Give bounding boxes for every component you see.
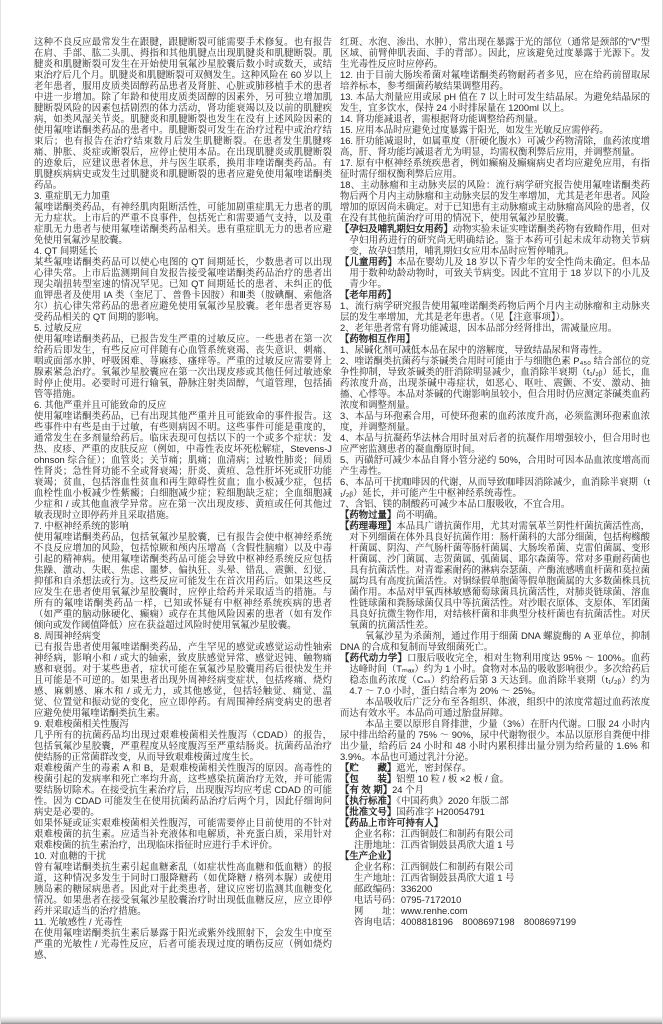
field-label: 【有 效 期】 xyxy=(340,784,393,795)
paragraph-text: 3. 重症肌无力加重 xyxy=(34,190,111,201)
paragraph-text: 氧氟沙星为杀菌剂，通过作用于细菌 DNA 螺旋酶的 A 亚单位，抑制 DNA 的合成和复制而导致细菌死亡。 xyxy=(340,630,650,652)
section-heading xyxy=(34,520,332,531)
paragraph xyxy=(340,355,650,410)
section-heading xyxy=(34,630,332,641)
paragraph xyxy=(34,256,332,322)
field-geriatric xyxy=(340,289,650,300)
paragraph xyxy=(340,300,650,322)
paragraph xyxy=(340,113,650,124)
scan-bottom-edge xyxy=(1,1016,662,1024)
paragraph xyxy=(340,454,650,476)
paragraph xyxy=(340,498,650,509)
company-name xyxy=(340,828,650,839)
paragraph-text: 使用氟喹诺酮类药品，已有出现其他严重并且可能致命的事件报告。这些事件中有些是由于过敏，有些则病因不明。这些事件可能是重度的，通常发生在多剂量给药后。临床表现可包括以下的一个或多个症状：发热、皮疹、严重的皮肤反应（例如，中毒性表皮坏死松解症，Stevens-Johnson 综合征）；血管炎；关节痛；肌痛；血清病；过敏性肺炎；间质性肾炎；急性肾功能不全或肾衰竭；肝炎、黄疸、急性肝坏死或肝功能衰竭；贫血，包括溶血性贫血和再生障碍性贫血；血小板减少症，包括血栓性血小板减少性紫癜；白细胞减少症；粒细胞缺乏症；全血细胞减少症和 / 或其他血液学异常。应在第一次出现皮疹、黄疸或任何其他过敏表现时立即停药并且采取措施。 xyxy=(34,410,332,520)
field-label: 【老年用药】 xyxy=(340,289,397,300)
field-packaging xyxy=(340,773,650,784)
paragraph xyxy=(34,201,332,245)
paragraph-text: 14. 肾功能减退者，需根据肾功能调整给药剂量。 xyxy=(340,113,544,124)
paragraph xyxy=(340,696,650,718)
paragraph-text: 曾有氟喹诺酮类抗生素引起血糖紊乱（如症状性高血糖和低血糖）的报道，这种情况多发生于同时口服降糖药（如优降糖 / 格列本脲）或使用胰岛素的糖尿病患者。因此对于此类患者，建议应密切监测其血糖变化情况。如果患者在接受氧氟沙星胶囊治疗时出现低血糖反应，应立即停药并采取适当的治疗措施。 xyxy=(34,861,332,916)
paragraph xyxy=(340,135,650,157)
field-label: 【孕妇及哺乳期妇女用药】 xyxy=(340,223,453,234)
paragraph-text: 4. QT 间期延长 xyxy=(34,245,98,256)
field-label: 【药品上市许可持有人】 xyxy=(340,817,444,828)
paragraph xyxy=(34,861,332,916)
section-heading xyxy=(34,190,332,201)
section-heading xyxy=(34,850,332,861)
field-storage xyxy=(340,762,650,773)
paragraph-text: 生产地址：江西省铜鼓县禹欣大道 1 号 xyxy=(354,872,515,883)
paragraph-text: 尚不明确。 xyxy=(396,509,444,520)
paragraph-text: 企业名称：江西铜鼓仁和制药有限公司 xyxy=(354,828,514,839)
paragraph xyxy=(34,36,332,190)
paragraph xyxy=(340,322,650,333)
section-heading xyxy=(34,322,332,333)
paragraph xyxy=(340,718,650,762)
paragraph xyxy=(340,476,650,498)
paragraph xyxy=(340,157,650,179)
paragraph-text: 注册地址：江西省铜鼓县禹欣大道 1 号 xyxy=(354,839,515,850)
company-name xyxy=(340,861,650,872)
paragraph-text: 17. 原有中枢神经系统疾患者，例如癫痫及癫痫病史者均应避免应用，有指征时需仔细权衡利弊后应用。 xyxy=(340,157,650,179)
paragraph xyxy=(340,432,650,454)
paragraph-text: 氟喹诺酮类药品，有神经肌肉阻断活性，可能加剧重症肌无力患者的肌无力症状。上市后的严重不良事件，包括死亡和需要通气支持，以及重症肌无力患者与使用氟喹诺酮类药品相关。患有重症肌无力的患者应避免使用氧氟沙星胶囊。 xyxy=(34,201,332,245)
paragraph xyxy=(340,344,650,355)
paragraph-text: 7. 中枢神经系统的影响 xyxy=(34,520,129,531)
paragraph-text: 国药准字 H20054791 xyxy=(396,806,485,817)
hotline xyxy=(340,916,650,927)
paragraph-text: 企业名称：江西铜鼓仁和制药有限公司 xyxy=(354,861,514,872)
field-label: 【儿童用药】 xyxy=(340,256,397,267)
paragraph-text: 本品主要以原形自肾排泄，少量（3%）在肝内代谢。口服 24 小时内尿中排出给药量的 75% ～ 90%，尿中代谢物很少。本品以原形自粪便中排出少量，给药后 24 小时和 48 小时内累积排出量分别为给药量的 1.6% 和 3.9%。本品也可通过乳汁分泌。 xyxy=(340,718,650,762)
paragraph xyxy=(34,729,332,762)
postal-code xyxy=(340,883,650,894)
paragraph xyxy=(34,762,332,817)
paragraph xyxy=(340,124,650,135)
paragraph xyxy=(34,531,332,630)
field-approval-number xyxy=(340,806,650,817)
paragraph-text: 24 个月 xyxy=(392,784,424,795)
paragraph-text: 本品吸收后广泛分布至各组织、体液，组织中的浓度常超过血药浓度而达有效水平。本品尚可通过胎盘屏障。 xyxy=(340,696,650,718)
field-label: 【执行标准】 xyxy=(340,795,397,806)
production-address xyxy=(340,872,650,883)
paragraph-text: 7、含铝、镁的制酸药可减少本品口服吸收，不宜合用。 xyxy=(340,498,571,509)
paragraph-text: 某些氟喹诺酮类药品可以使心电图的 QT 间期延长，少数患者可以出现心律失常。上市后监测期间自发报告接受氟喹诺酮类药品治疗的患者出现尖端扭转型室速的情况罕见。已知 QT 间期延长的患者、未纠正的低血钾患者及使用 IA 类（奎尼丁、普鲁卡因胺）和Ⅲ类（胺碘酮、索他洛尔）抗心律失常药品的患者应避免使用氧氟沙星胶囊。老年患者更容易受药品相关的 QT 间期的影响。 xyxy=(34,256,332,322)
paragraph xyxy=(34,333,332,399)
paragraph-text: 电话号码：0795-7172010 xyxy=(354,894,462,905)
right-column xyxy=(340,36,650,927)
paragraph-text: 在使用氟喹诺酮类抗生素后暴露于阳光或紫外线照射下，会发生中度至严重的光敏性 / 光毒性反应，后者可能表现过度的晒伤反应（例如烧灼感、 xyxy=(34,927,332,960)
paragraph-text: 如果怀疑或证实艰难梭菌相关性腹泻，可能需要停止目前使用的不针对艰难梭菌的抗生素。应适当补充液体和电解质，补充蛋白质，采用针对艰难梭菌的抗生素治疗，出现临床指征时应进行手术评价。 xyxy=(34,817,332,850)
left-column xyxy=(34,36,332,960)
paragraph-text: 2、老年患者常有肾功能减退，因本品部分经肾排出，需减量应用。 xyxy=(340,322,618,333)
paragraph xyxy=(340,179,650,223)
field-pharmacology xyxy=(340,520,650,630)
paragraph xyxy=(340,69,650,91)
paragraph-text: 咨询电话：4008818196 8008697198 8008697199 xyxy=(354,916,577,927)
paragraph xyxy=(340,410,650,432)
field-label: 【批准文号】 xyxy=(340,806,397,817)
field-label: 【包 装】 xyxy=(340,773,397,784)
registered-address xyxy=(340,839,650,850)
paragraph-text: 网 址：www.renhe.com xyxy=(354,905,468,916)
paragraph-text: 13. 本品大剂量应用或尿 pH 值在 7 以上时可发生结晶尿。为避免结晶尿的发生，宜多饮水，保持 24 小时排尿量在 1200ml 以上。 xyxy=(340,91,650,113)
paragraph-text: 12. 由于目前大肠埃希菌对氟喹诺酮类药物耐药者多见，应在给药前留取尿培养标本，参考细菌药敏结果调整用药。 xyxy=(340,69,650,91)
paragraph-text: 艰难梭菌产生的毒素 A 和 B，是艰难梭菌相关性腹泻的原因。高毒性的梭菌引起的发病率和死亡率均升高，这些感染抗菌治疗无效，并可能需要结肠切除术。在接受抗生素治疗后，出现腹泻均应考虑 CDAD 的可能性。因为 CDAD 可能发生在使用抗菌药品治疗后两个月，因此仔细询问病史是必要的。 xyxy=(34,762,332,817)
paragraph-text: 铝塑 10 粒 / 板 ×2 板 / 盒。 xyxy=(396,773,510,784)
field-label: 【生产企业】 xyxy=(340,850,397,861)
paragraph-text: 1、尿碱化剂可减低本品在尿中的溶解度，导致结晶尿和肾毒性。 xyxy=(340,344,608,355)
paragraph-text: 5. 过敏反应 xyxy=(34,322,82,333)
field-label: 【药理毒理】 xyxy=(340,520,397,531)
paragraph-text: 16. 肝功能减退时，如属重度（肝硬化腹水）可减少药物清除，血药浓度增高，肝、肾功能均减退者尤为明显，均需权衡利弊后应用，并调整剂量。 xyxy=(340,135,650,157)
paragraph-text: 这种不良反应最常发生在跟腱，跟腱断裂可能需要手术修复。也有报告在肩、手部、肱二头肌、拇指和其他肌腱点出现肌腱炎和肌腱断裂。肌腱炎和肌腱断裂可发生在开始使用氧氟沙星胶囊后数小时或数天，或结束治疗后几个月。肌腱炎和肌腱断裂可双侧发生。这种风险在 60 岁以上老年患者，服用皮质类固醇药品患者及肾脏、心脏或肺移植手术的患者中进一步增加。除了年龄和使用皮质类固醇的因素外，另可独立增加肌腱断裂风险的因素包括剧烈的体力活动，肾功能衰竭以及以前的肌腱疾病，如类风湿关节炎。肌腱炎和肌腱断裂也发生在没有上述风险因素的使用氟喹诺酮类药品的患者中。肌腱断裂可发生在治疗过程中或治疗结束后；也有报告在治疗结束数月后发生肌腱断裂。在患者发生肌腱疼痛、肿胀、炎症或断裂后，应停止使用本品。在出现肌腱炎或肌腱断裂的迹象后，应建议患者休息，并与医生联系，换用非喹诺酮类药品。有肌腱疾病病史或发生过肌腱炎和肌腱断裂的患者应避免使用氟喹诺酮类药品。 xyxy=(34,36,332,190)
paragraph-text: 6. 其他严重并且可能致命的反应 xyxy=(34,399,167,410)
paragraph-text: 15. 应用本品时应避免过度暴露于阳光，如发生光敏反应需停药。 xyxy=(340,124,609,135)
field-interactions xyxy=(340,333,650,344)
paragraph-text: 3、本品与环孢素合用，可使环孢素的血药浓度升高，必须监测环孢素血浓度，并调整剂量。 xyxy=(340,410,650,432)
paragraph xyxy=(340,36,650,69)
paragraph-text: 6、本品可干扰咖啡因的代谢，从而导致咖啡因消除减少，血消除半衰期（t₁/₂ᵦ）延长，并可能产生中枢神经系统毒性。 xyxy=(340,476,650,498)
field-shelf-life xyxy=(340,784,650,795)
field-label: 【贮 藏】 xyxy=(340,762,397,773)
paragraph-text: 几乎所有的抗菌药品均出现过艰难梭菌相关性腹泻（CDAD）的报告，包括氧氟沙星胶囊，严重程度从轻度腹泻至严重结肠炎。抗菌药品治疗使结肠的正常菌群改变，从而导致艰难梭菌过度生长。 xyxy=(34,729,332,762)
paragraph-text: 遮光，密封保存。 xyxy=(396,762,472,773)
paragraph-text: 11. 光敏感性 / 光毒性 xyxy=(34,916,123,927)
paragraph-text: 本品具广谱抗菌作用，尤其对需氧革兰阴性杆菌抗菌活性高，对下列细菌在体外具良好抗菌作用：肠杆菌科的大部分细菌，包括枸橼酸杆菌属、阴沟、产气肠杆菌等肠杆菌属、大肠埃希菌、克雷伯菌属、变形杆菌属、沙门菌属、志贺菌属、弧菌属、耶尔森菌等。常对多重耐药菌也具有抗菌活性。对青霉素耐药的淋病奈瑟菌、产酶流感嗜血杆菌和莫拉菌属均具有高度抗菌活性。对铜绿假单胞菌等假单胞菌属的大多数菌株具抗菌作用。本品对甲氧西林敏感葡萄球菌具抗菌活性，对肺炎链球菌、溶血性链球菌和粪肠球菌仅具中等抗菌活性。对沙眼衣原体、支原体、军团菌具良好抗微生物作用，对结核杆菌和非典型分枝杆菌也有抗菌活性。对厌氧菌的抗菌活性差。 xyxy=(349,520,650,630)
phone-number xyxy=(340,894,650,905)
paragraph-text: 动物实验未证实喹诺酮类药物有致畸作用，但对孕妇用药进行的研究尚无明确结论。鉴于本药可引起未成年动物关节病变，故孕妇禁用，哺乳期妇女应用本品时应暂停哺乳。 xyxy=(349,223,650,256)
paragraph-text: 使用氟喹诺酮类药品，已报告发生严重的过敏反应。一些患者在第一次给药后即发生，有些反应可伴随有心血管系统衰竭、丧失意识、刺痛、咽或面部水肿、呼吸困难、荨麻疹、瘙痒等。严重的过敏反应需要肾上腺素紧急治疗。氧氟沙星胶囊应在第一次出现皮疹或其他任何过敏迹象时停止使用。必要时可进行输氧，静脉注射类固醇，气道管理，包括插管等措施。 xyxy=(34,333,332,399)
section-heading xyxy=(34,718,332,729)
paragraph xyxy=(34,927,332,960)
paragraph xyxy=(34,410,332,520)
paragraph-text: 8. 周围神经病变 xyxy=(34,630,101,641)
paragraph-text: 10. 对血糖的干扰 xyxy=(34,850,106,861)
paragraph-text: 邮政编码：336200 xyxy=(354,883,433,894)
paragraph-text: 本品在婴幼儿及 18 岁以下青少年的安全性尚未确定。但本品用于数种幼龄动物时，可致关节病变。因此不宜用于 18 岁以下的小儿及青少年。 xyxy=(349,256,650,289)
field-label: 【药物过量】 xyxy=(340,509,397,520)
section-heading xyxy=(34,399,332,410)
section-heading xyxy=(34,245,332,256)
paragraph-text: 使用氟喹诺酮类药品，包括氧氟沙星胶囊，已有报告会使中枢神经系统不良反应增加的风险，包括惊厥和颅内压增高（含假性脑瘤）以及中毒引起的精神病。使用氟喹诺酮类药品可能会导致中枢神经系统反应包括焦躁、激动、失眠、焦虑、噩梦、偏执狂、头晕、错乱、震颤、幻觉、抑郁和自杀想法或行为。这些反应可能发生在首次用药后。如果这些反应发生在患者使用氧氟沙星胶囊时，应停止给药并采取适当的措施。与所有的氟喹诺酮类药品一样，已知或怀疑有中枢神经系统疾病的患者（如严重的脑动脉硬化、癫痫）或存在其他风险因素的患者（如有发作倾向或发作阈值降低）应在获益超过风险时使用氧氟沙星胶囊。 xyxy=(34,531,332,630)
field-label: 【药物相互作用】 xyxy=(340,333,416,344)
paragraph-text: 红斑、水泡、渗出、水肿），常出现在暴露于光的部位（通常是颈部的“V”型区域、前臂伸肌表面、手的背部）。因此，应该避免过度暴露于光源下。发生光毒性反应时应停药。 xyxy=(340,36,650,69)
paragraph-text: 5、丙磺舒可减少本品自肾小管分泌约 50%，合用时可因本品血浓度增高而产生毒性。 xyxy=(340,454,650,476)
paragraph-text: 2、喹诺酮类抗菌药与茶碱类合用时可能由于与细胞色素 P₄₅₀ 结合部位的竞争性抑制，导致茶碱类的肝消除明显减少，血消除半衰期（t₁/₂ᵦ）延长，血药浓度升高，出现茶碱中毒症状，如恶心、呕吐、震颤、不安、激动、抽搐、心悸等。本品对茶碱的代谢影响虽较小，但合用时仍应测定茶碱类血药浓度和调整剂量。 xyxy=(340,355,650,410)
paragraph xyxy=(340,91,650,113)
field-pregnancy xyxy=(340,223,650,256)
field-pediatric xyxy=(340,256,650,289)
paragraph-text: 9. 艰难梭菌相关性腹泻 xyxy=(34,718,129,729)
paragraph-text: 1、流行病学研究报告使用氟喹诺酮类药物后两个月内主动脉瘤和主动脉夹层的发生率增加，尤其是老年患者。（见【注意事项】）。 xyxy=(340,300,650,322)
paragraph-text: 18、主动脉瘤和主动脉夹层的风险：流行病学研究报告使用氟喹诺酮类药物后两个月内主动脉瘤和主动脉夹层的发生率增加，尤其是老年患者。风险增加的原因尚未确定。对于已知患有主动脉瘤或主动脉瘤高风险的患者，仅在没有其他抗菌治疗可用的情况下，使用氧氟沙星胶囊。 xyxy=(340,179,650,223)
paragraph-text: 口服后吸收完全，相对生物利用度达 95% ～ 100%。血药达峰时间（Tₘₐₓ）约为 1 小时。食物对本品的吸收影响很少。多次给药后稳态血药浓度（Cₛₛ）约给药后第 3 天达到。血消除半衰期（t₁/₂ᵦ）约为 4.7 ～ 7.0 小时，蛋白结合率为 20% ～ 25%。 xyxy=(349,652,650,696)
paragraph-text: 《中国药典》2020 年版二部 xyxy=(396,795,509,806)
paragraph-text: 4、本品与抗凝药华法林合用时虽对后者的抗凝作用增强较小，但合用时也应严密监测患者的凝血酶原时间。 xyxy=(340,432,650,454)
field-manufacturer xyxy=(340,850,650,861)
website xyxy=(340,905,650,916)
field-label: 【药代动力学】 xyxy=(340,652,408,663)
paragraph xyxy=(34,641,332,718)
paragraph xyxy=(340,630,650,652)
field-license-holder xyxy=(340,817,650,828)
field-pharmacokinetics xyxy=(340,652,650,696)
field-standard xyxy=(340,795,650,806)
section-heading xyxy=(34,916,332,927)
paragraph xyxy=(34,817,332,850)
paragraph-text: 已有报告患者使用氟喹诺酮类药品，产生罕见的感觉或感觉运动性轴索神经病，影响小和 / 或大的轴索，致皮肤感觉异常、感觉迟钝、触物痛感和衰弱。对于某些患者，症状可能在氧氟沙星胶囊用药后很快发生并且可能是不可逆的。如果患者出现外周神经病变症状，包括疼痛、烧灼感、麻刺感、麻木和 / 或无力，或其他感觉，包括轻触觉、痛觉、温觉、位置觉和振动觉的变化，应立即停药。有周围神经病变病史的患者应避免使用氟喹诺酮类抗生素。 xyxy=(34,641,332,718)
field-overdose xyxy=(340,509,650,520)
